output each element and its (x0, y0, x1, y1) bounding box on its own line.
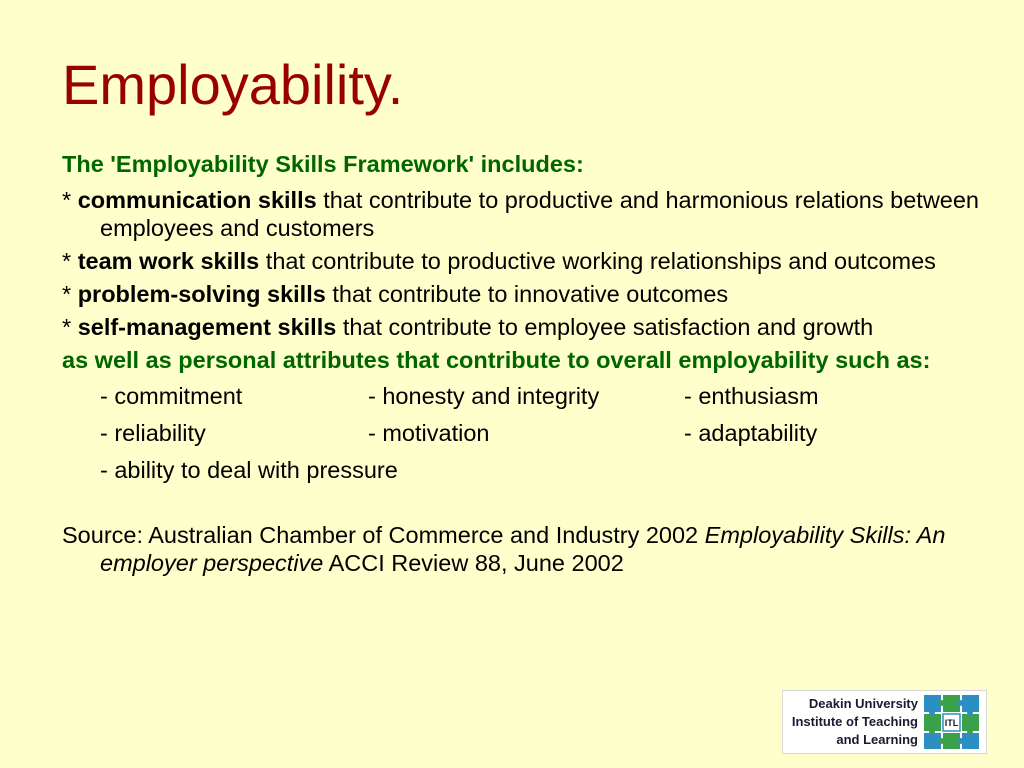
attribute-item: - motivation (368, 420, 490, 446)
attribute-item: - ability to deal with pressure (100, 457, 398, 483)
attribute-item: - adaptability (684, 420, 818, 446)
skill-item (62, 313, 982, 341)
attributes-row (100, 456, 982, 484)
logo-line: and Learning (836, 732, 918, 747)
slide-body (62, 150, 982, 582)
source-prefix: Source: Australian Chamber of Commerce and Industry 2002 (62, 522, 705, 548)
attributes-row (100, 382, 982, 410)
skill-description: that contribute to productive and harmonious relations between employees and customers (100, 187, 979, 241)
skill-name: team work skills (77, 248, 260, 274)
source-suffix: ACCI Review 88, June 2002 (323, 550, 624, 576)
skill-item (62, 247, 982, 275)
framework-intro: The 'Employability Skills Framework' includes: (62, 151, 584, 177)
logo-badge: ITL (944, 718, 959, 728)
attribute-item: - enthusiasm (684, 383, 819, 409)
skill-name: self-management skills (77, 314, 337, 340)
bullet: * (62, 281, 78, 307)
attribute-item: - reliability (100, 420, 206, 446)
skill-name: problem-solving skills (77, 281, 326, 307)
skill-description: that contribute to innovative outcomes (325, 281, 729, 307)
slide-title: Employability. (62, 53, 404, 116)
logo-text (778, 695, 918, 749)
logo-line: Institute of Teaching (791, 714, 918, 729)
skill-name: communication skills (77, 187, 317, 213)
attributes-row (100, 419, 982, 447)
skill-description: that contribute to productive working relationships and outcomes (259, 248, 936, 274)
puzzle-icon (922, 693, 982, 751)
source-publication: Employability Skills: An employer perspective (100, 522, 946, 576)
attributes-heading: as well as personal attributes that contribute to overall employability such as: (62, 347, 931, 373)
skill-item (62, 280, 982, 308)
bullet: * (62, 187, 78, 213)
attribute-item: - commitment (100, 383, 243, 409)
deakin-itl-logo (782, 690, 987, 754)
logo-line: Deakin University (808, 696, 918, 711)
bullet: * (62, 314, 78, 340)
skill-item (62, 186, 982, 242)
spacer (62, 493, 982, 521)
source-citation (62, 521, 982, 577)
skill-description: that contribute to employee satisfaction and growth (336, 314, 874, 340)
attribute-item: - honesty and integrity (368, 383, 600, 409)
bullet: * (62, 248, 78, 274)
